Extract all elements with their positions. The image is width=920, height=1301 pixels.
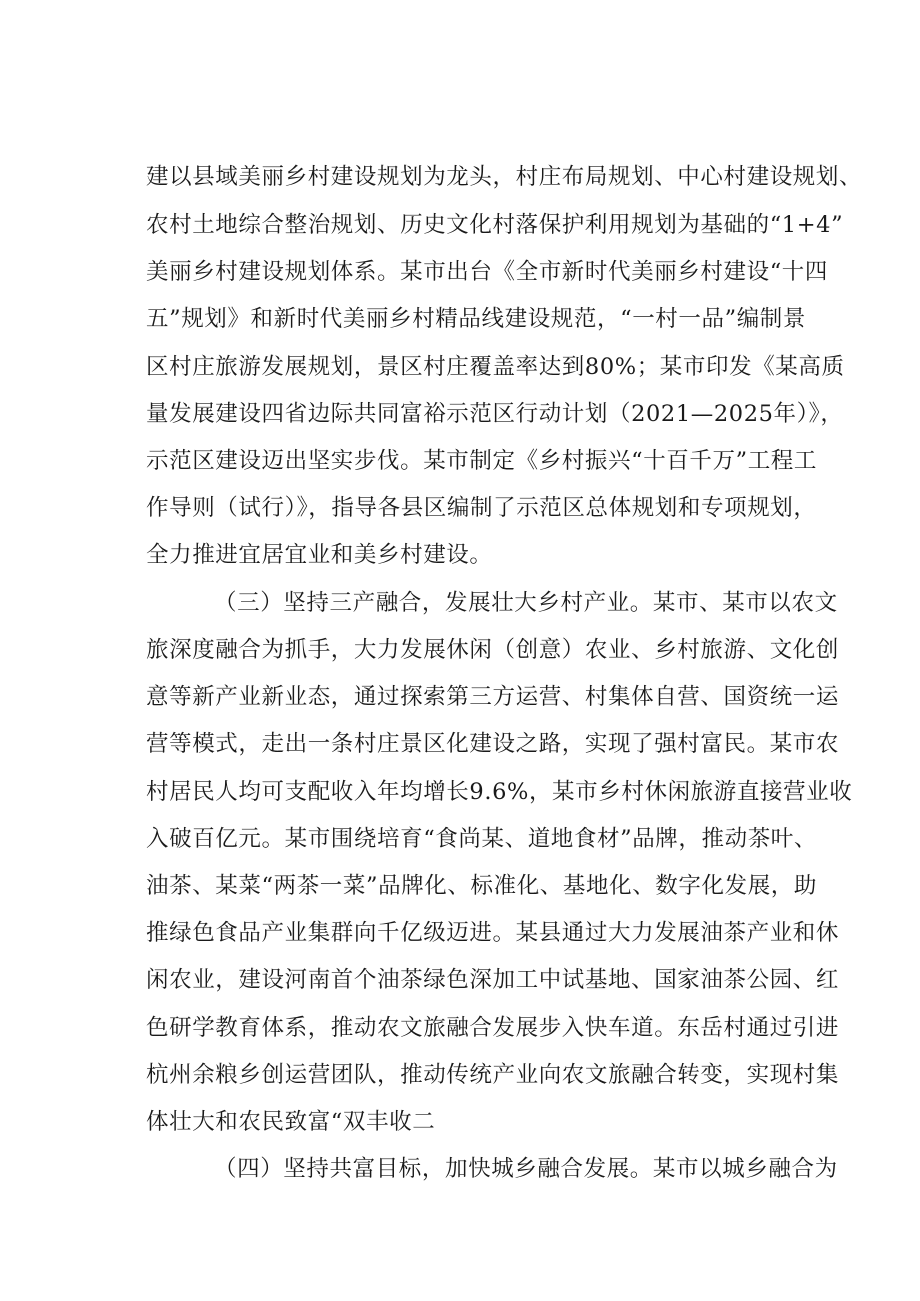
text-line: 美丽乡村建设规划体系。某市出台《全市新时代美丽乡村建设“十四 <box>146 259 829 285</box>
text-line: 油茶、某菜“两茶一菜”品牌化、标准化、基地化、数字化发展，助 <box>146 873 818 899</box>
text-line: 区村庄旅游发展规划，景区村庄覆盖率达到80%；某市印发《某高质 <box>146 354 845 380</box>
text-line: 建以县域美丽乡村建设规划为龙头，村庄布局规划、中心村建设规划、 <box>146 164 863 190</box>
text-line: 全力推进宜居宜业和美乡村建设。 <box>146 542 493 568</box>
text-line: 杭州余粮乡创运营团队，推动传统产业向农文旅融合转变，实现村集 <box>146 1062 840 1088</box>
text-line: 营等模式，走出一条村庄景区化建设之路，实现了强村富民。某市农 <box>146 731 840 757</box>
text-line: 农村土地综合整治规划、历史文化村落保护利用规划为基础的“1+4” <box>146 212 844 238</box>
section-heading-3: （三）坚持三产融合，发展壮大乡村产业。某市、某市以农文 <box>214 590 838 616</box>
text-line: 入破百亿元。某市围绕培育“食尚某、道地食材”品牌，推动茶叶、 <box>146 826 818 852</box>
section-heading-4: （四）坚持共富目标，加快城乡融合发展。某市以城乡融合为 <box>214 1156 838 1182</box>
text-line: 推绿色食品产业集群向千亿级迈进。某县通过大力发展油茶产业和休 <box>146 920 840 946</box>
text-line: 五”规划》和新时代美丽乡村精品线建设规范，“一村一品”编制景 <box>146 306 807 332</box>
text-line: 体壮大和农民致富“双丰收二 <box>146 1109 436 1135</box>
text-line: 示范区建设迈出坚实步伐。某市制定《乡村振兴“十百千万”工程工 <box>146 448 818 474</box>
text-line: 色研学教育体系，推动农文旅融合发展步入快车道。东岳村通过引进 <box>146 1015 840 1041</box>
text-line: 村居民人均可支配收入年均增长9.6%，某市乡村休闲旅游直接营业收 <box>146 779 853 805</box>
text-line: 意等新产业新业态，通过探索第三方运营、村集体自营、国资统一运 <box>146 684 840 710</box>
text-line: 旅深度融合为抓手，大力发展休闲（创意）农业、乡村旅游、文化创 <box>146 637 840 663</box>
text-line: 闲农业，建设河南首个油茶绿色深加工中试基地、国家油茶公园、红 <box>146 967 840 993</box>
text-line: 作导则（试行）》，指导各县区编制了示范区总体规划和专项规划， <box>146 495 817 521</box>
text-line: 量发展建设四省边际共同富裕示范区行动计划（2021—2025年）》， <box>146 401 844 427</box>
